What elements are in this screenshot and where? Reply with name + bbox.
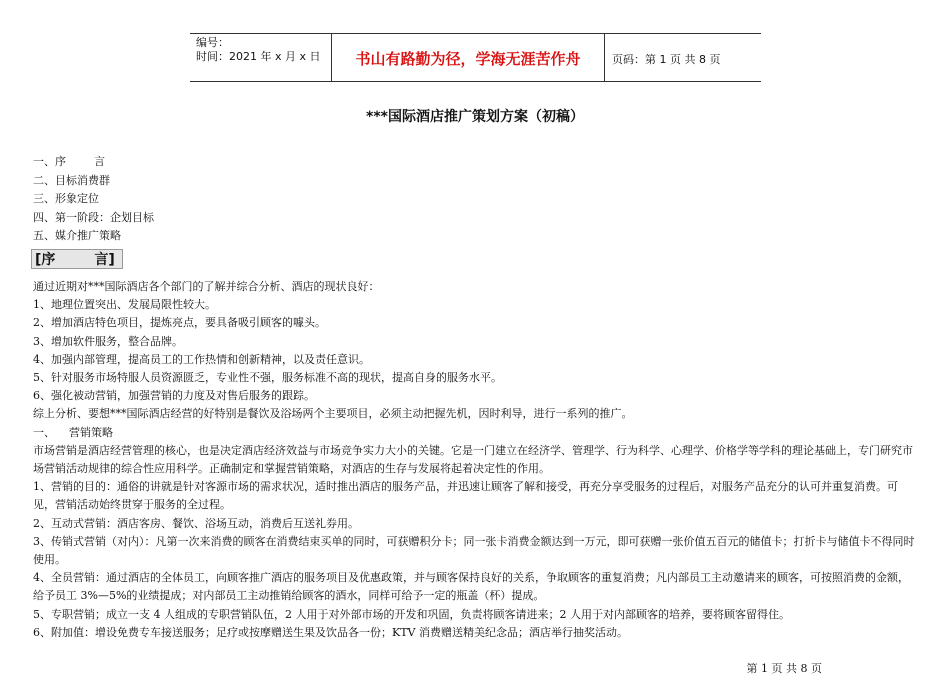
document-date-label: 时间：2021 年 x 月 x 日 (196, 50, 321, 63)
header-motto: 书山有路勤为径，学海无涯苦作舟 (355, 50, 581, 68)
header-bottom-rule (190, 81, 761, 82)
header-page-info: 页码：第 1 页 共 8 页 (612, 53, 721, 66)
paragraph: 2、增加酒店特色项目，提炼亮点，要具备吸引顾客的噱头。 (33, 316, 326, 330)
page-footer: 第 1 页 共 8 页 (746, 662, 822, 675)
paragraph: 综上分析、要想***国际酒店经营的好特别是餐饮及浴场两个主要项目，必须主动把握先机，因时利导，进行一系列的推广。 (33, 407, 633, 421)
header-divider-right (604, 34, 605, 81)
paragraph: 4、加强内部管理，提高员工的工作热情和创新精神，以及责任意识。 (33, 352, 370, 366)
paragraph: 5、针对服务市场特服人员资源匮乏，专业性不强，服务标准不高的现状，提高自身的服务水平。 (33, 371, 502, 385)
paragraph: 一、 营销策略 (33, 425, 113, 439)
paragraph: 5、专职营销；成立一支 4 人组成的专职营销队伍，2 人用于对外部市场的开发和巩固，负责将顾客请进来；2 人用于对内部顾客的培养，要将顾客留得住。 (33, 607, 790, 621)
toc-item: 五、媒介推广策略 (33, 229, 121, 242)
document-title: ***国际酒店推广策划方案（初稿） (366, 109, 584, 125)
paragraph: 3、增加软件服务，整合品牌。 (33, 334, 183, 348)
document-number-label: 编号： (196, 36, 229, 49)
header-top-rule (190, 33, 761, 34)
paragraph: 3、传销式营销（对内）：凡第一次来消费的顾客在消费结束买单的同时，可获赠积分卡；同一张卡消费金额达到一万元，即可获赠一张价值五百元的储值卡；打折卡与储值卡不得同时使用。 (33, 534, 915, 567)
section-heading-preface: [序 言] (31, 249, 123, 269)
paragraph: 4、全员营销：通过酒店的全体员工，向顾客推广酒店的服务项目及优惠政策，并与顾客保持良好的关系，争取顾客的重复消费；凡内部员工主动邀请来的顾客，可按照消费的金额，给予员工 3%—5%的业绩提成；对内部员工主动推销给顾客的酒水，同样可给予一定的瓶盖（杯）提成。 (33, 571, 909, 603)
paragraph: 通过近期对***国际酒店各个部门的了解并综合分析、酒店的现状良好： (33, 280, 380, 293)
table-of-contents (33, 153, 154, 246)
paragraph: 市场营销是酒店经营管理的核心，也是决定酒店经济效益与市场竞争实力大小的关键。它是一门建立在经济学、管理学、行为科学、心理学、价格学等学科的理论基础上，专门研究市场营销活动规律的综合性应用科学。正确制定和掌握营销策略，对酒店的生存与发展将起着决定性的作用。 (33, 443, 913, 476)
toc-item: 四、第一阶段：企划目标 (33, 210, 154, 224)
paragraph: 1、营销的目的：通俗的讲就是针对客源市场的需求状况，适时推出酒店的服务产品，并迅速让顾客了解和接受，再充分享受服务的过程后，对服务产品充分的认可并重复消费。可见，营销活动始终贯穿于服务的全过程。 (33, 480, 898, 512)
paragraph: 6、附加值：增设免费专车接送服务；足疗或按摩赠送生果及饮品各一份；KTV 消费赠送精美纪念品；酒店举行抽奖活动。 (33, 625, 628, 639)
paragraph: 6、强化被动营销，加强营销的力度及对售后服务的跟踪。 (33, 389, 315, 403)
paragraph: 1、地理位置突出、发展局限性较大。 (33, 298, 216, 312)
toc-item: 一、序 言 (33, 155, 105, 168)
toc-item: 二、目标消费群 (33, 173, 110, 187)
toc-item: 三、形象定位 (33, 192, 99, 205)
document-body (33, 278, 919, 642)
header-meta (196, 36, 321, 64)
paragraph: 2、互动式营销：酒店客房、餐饮、浴场互动，消费后互送礼券用。 (33, 516, 359, 530)
